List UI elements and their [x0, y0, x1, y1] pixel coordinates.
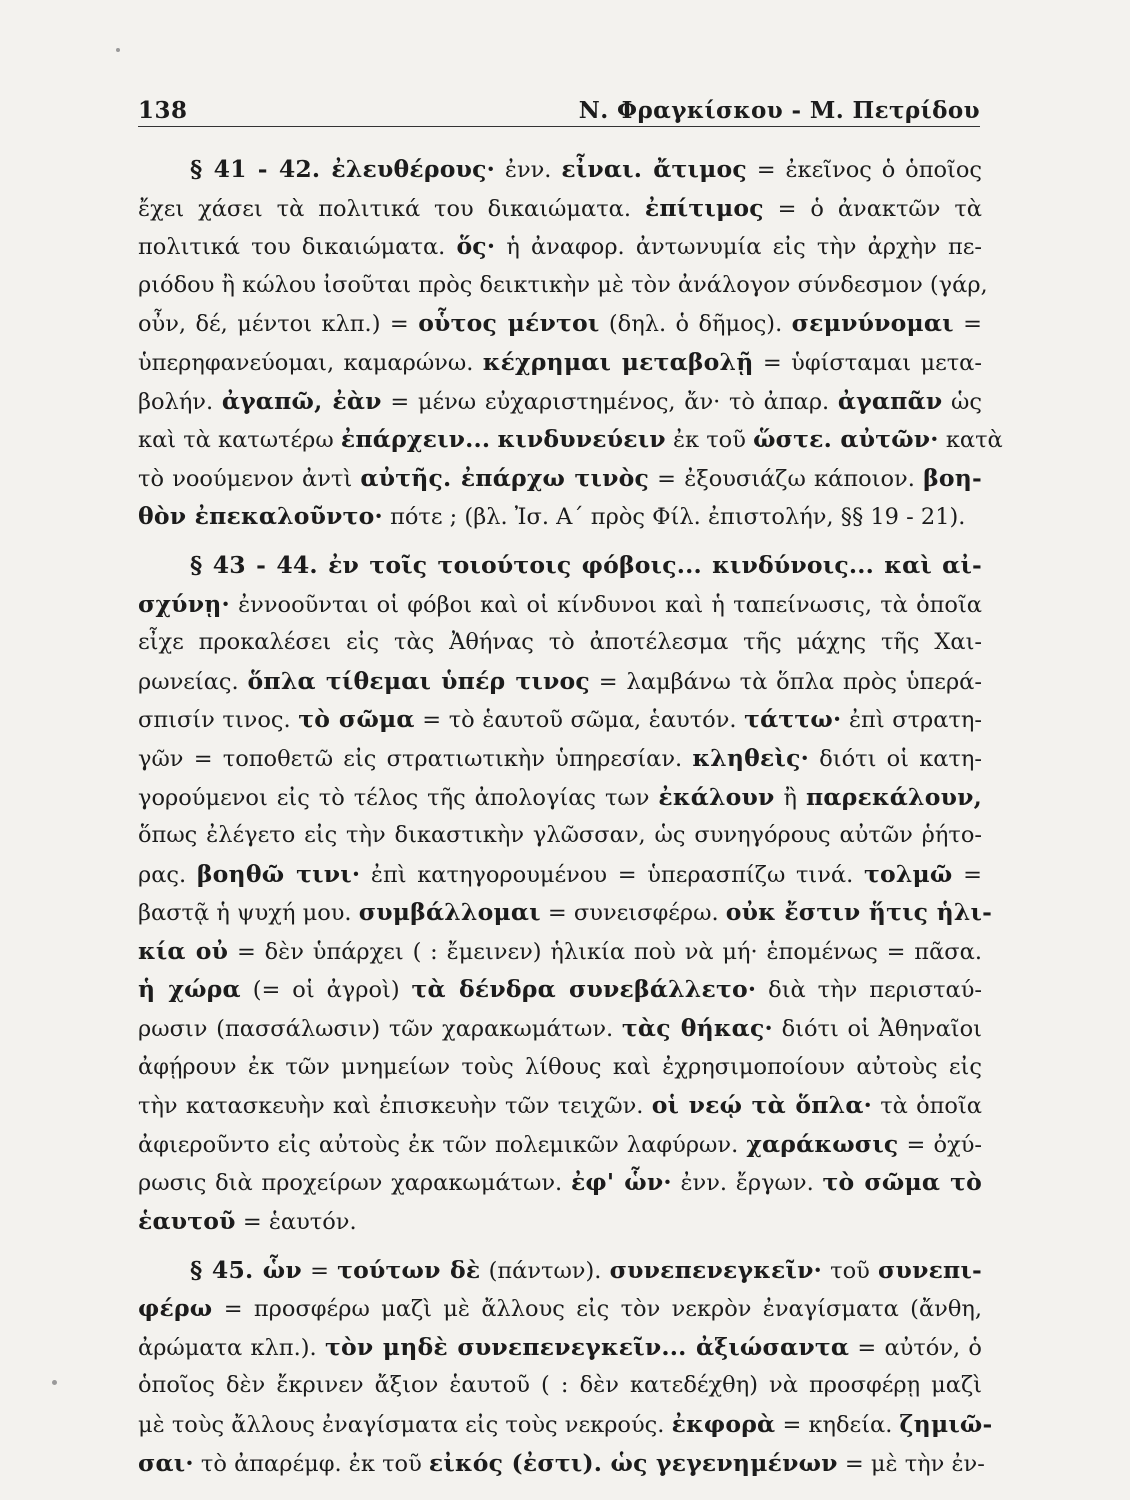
lemma: τὰ δένδρα συνεβάλλετο· — [411, 975, 757, 1004]
lemma: ἐπάρχειν... — [340, 425, 491, 454]
text-line — [138, 1009, 982, 1048]
gloss: καὶ τὰ κατωτέρω — [138, 427, 341, 454]
gloss: ὡς — [942, 388, 983, 415]
text-line — [138, 1366, 982, 1405]
gloss: τὰ ὁποῖα — [872, 1093, 982, 1120]
gloss: = αὐτόν, ὁ — [849, 1334, 982, 1361]
lemma: ὅπλα τίθεμαι ὑπέρ τινος — [247, 666, 590, 695]
gloss: ἀφιεροῦντο εἰς αὐτοὺς ἐκ τῶν πολεμικῶν λαφύρων. — [138, 1131, 747, 1158]
gloss: ἐννοοῦνται οἱ φόβοι καὶ οἱ κίνδυνοι καὶ ἡ ταπείνωσις, τὰ ὁποῖα — [229, 591, 982, 618]
lemma: σεμνύνομαι — [791, 309, 954, 338]
lemma: ἐπίτιμος — [644, 193, 764, 222]
gloss: ἐνν. — [495, 157, 562, 183]
gloss: = — [301, 1257, 338, 1284]
lemma: ἀγαπᾶν — [837, 386, 943, 415]
lemma: αὐτῆς. ἐπάρχω τινὸς — [360, 463, 649, 492]
gloss: γῶν = τοποθετῶ εἰς στρατιωτικὴν ὑπηρεσίαν. — [138, 745, 693, 772]
lemma: ὥστε. αὐτῶν· — [753, 425, 939, 454]
text-line — [138, 970, 982, 1009]
text-line — [138, 739, 982, 778]
gloss: βαστᾷ ἡ ψυχή μου. — [138, 900, 359, 927]
lemma: οὐκ ἔστιν ἥτις ἡλι- — [725, 898, 993, 927]
lemma: εἶναι. ἄτιμος — [561, 155, 747, 183]
gloss: ρωνείας. — [138, 668, 248, 695]
gloss: = συνεισφέρω. — [540, 900, 726, 927]
gloss: διὰ τὴν περισταύ- — [756, 977, 982, 1004]
gloss: ἡ ἀναφορ. ἀντωνυμία εἰς τὴν ἀρχὴν πε- — [495, 234, 982, 261]
gloss: πότε ; (βλ. Ἰσ. Α΄ πρὸς Φίλ. ἐπιστολήν, §§ 19 - 21). — [382, 504, 966, 531]
lemma: βοη- — [923, 463, 982, 492]
lemma: παρεκάλουν, — [805, 782, 982, 811]
gloss: = τὸ ἑαυτοῦ σῶμα, ἑαυτόν. — [414, 707, 745, 734]
gloss: ἐνν. ἔργων. — [671, 1170, 823, 1197]
print-speck — [116, 48, 120, 52]
running-head — [138, 92, 980, 127]
lemma: κληθεὶς· — [692, 743, 810, 772]
gloss: κατὰ — [938, 427, 1003, 454]
lemma: κία οὐ — [138, 936, 229, 965]
text-line — [138, 497, 982, 536]
gloss: (= οἱ ἀγροὶ) — [240, 977, 412, 1004]
gloss: ἐπὶ στρατη- — [841, 707, 982, 734]
gloss: μὲ τοὺς ἄλλους ἐναγίσματα εἰς τοὺς νεκρούς. — [138, 1412, 672, 1438]
lemma: συμβάλλομαι — [358, 898, 541, 927]
lemma: σαι· — [138, 1448, 194, 1477]
gloss: ἀρώματα κλπ.). — [138, 1334, 325, 1361]
text-line — [138, 1086, 982, 1125]
gloss: ρωσιν (πασσάλωσιν) τῶν χαρακωμάτων. — [138, 1016, 622, 1043]
gloss: = κηδεία. — [775, 1412, 900, 1438]
gloss: τοῦ — [821, 1257, 879, 1284]
text-line — [138, 816, 982, 855]
text-line — [138, 1163, 982, 1202]
lemma: κέχρημαι μεταβολῇ — [482, 347, 754, 376]
lemma: ἑαυτοῦ — [138, 1207, 236, 1236]
gloss: ὑπερηφανεύομαι, καμαρώνω. — [138, 349, 483, 376]
gloss: = ἑαυτόν. — [235, 1209, 357, 1236]
paragraph — [138, 150, 1003, 536]
lemma: συνεπενεγκεῖν· — [609, 1255, 822, 1284]
gloss: διότι οἱ κατη- — [809, 745, 983, 772]
gloss: γορούμενοι εἰς τὸ τέλος τῆς ἀπολογίας των — [138, 784, 659, 811]
lemma: ἐκφορὰ — [671, 1410, 776, 1438]
gloss: = — [952, 861, 983, 888]
gloss: οὖν, δέ, μέντοι κλπ.) = — [138, 311, 419, 338]
text-line — [138, 1048, 982, 1087]
gloss: τὴν κατασκευὴν καὶ ἐπισκευὴν τῶν τειχῶν. — [138, 1093, 652, 1120]
text-line — [138, 778, 982, 817]
lemma: § 41 - 42. ἐλευθέρους· — [190, 155, 496, 183]
gloss: βολήν. — [138, 388, 222, 415]
gloss: = ὁ ἀνακτῶν τὰ — [763, 195, 982, 222]
commentary-text — [138, 150, 1003, 1482]
text-line — [138, 420, 1003, 459]
gloss: διότι οἱ Ἀθηναῖοι — [772, 1016, 982, 1043]
gloss: = — [953, 311, 982, 338]
lemma: κινδυνεύειν — [497, 425, 666, 454]
text-line — [138, 662, 982, 701]
text-line — [138, 1125, 982, 1164]
lemma: ὅς· — [456, 232, 496, 261]
text-line — [138, 623, 982, 662]
gloss: ἐπὶ κατηγορουμένου = ὑπερασπίζω τινά. — [360, 861, 864, 888]
text-line — [138, 585, 982, 624]
lemma: ἀγαπῶ, ἐὰν — [221, 386, 382, 415]
gloss: πολιτικά του δικαιώματα. — [138, 234, 457, 261]
lemma: τολμῶ — [863, 859, 953, 888]
lemma: § 43 - 44. ἐν τοῖς τοιούτοις φόβοις... κινδύνοις... καὶ αἰ- — [190, 550, 982, 579]
lemma: ζημιῶ- — [899, 1410, 993, 1438]
gloss: ρας. — [138, 861, 197, 888]
gloss: = μένω εὐχαριστημένος, ἄν· τὸ ἀπαρ. — [381, 388, 838, 415]
gloss: ριόδου ἢ κώλου ἰσοῦται πρὸς δεικτικὴν μὲ τὸν ἀνάλογον σύνδεσμον (γάρ, — [138, 271, 988, 298]
gloss: = ἐξουσιάζω κάποιον. — [648, 465, 924, 492]
text-line — [138, 459, 982, 498]
gloss: ὁποῖος δὲν ἔκρινεν ἄξιον ἑαυτοῦ ( : δὲν κατεδέχθη) νὰ προσφέρῃ μαζὶ — [138, 1372, 982, 1399]
gloss: = μὲ τὴν ἐν- — [837, 1450, 985, 1477]
text-line — [138, 1444, 985, 1483]
text-line — [138, 343, 982, 382]
paragraph — [138, 1251, 993, 1483]
lemma: φέρω — [138, 1294, 213, 1323]
text-line — [138, 932, 982, 971]
lemma: συνεπι- — [878, 1255, 982, 1284]
lemma: ἡ χώρα — [138, 975, 241, 1004]
text-line — [138, 1202, 982, 1241]
gloss: = ὑφίσταμαι μετα- — [753, 349, 982, 376]
text-line — [138, 382, 982, 421]
page-number: 138 — [138, 97, 188, 124]
lemma: τάττω· — [744, 705, 842, 734]
gloss: = λαμβάνω τὰ ὅπλα πρὸς ὑπερά- — [589, 668, 982, 695]
lemma: σχύνῃ· — [138, 589, 230, 618]
text-line — [138, 227, 982, 266]
lemma: βοηθῶ τινι· — [196, 859, 361, 888]
text-line — [138, 266, 988, 305]
text-line — [138, 1251, 982, 1290]
gloss: ἔχει χάσει τὰ πολιτικά του δικαιώματα. — [138, 195, 645, 222]
text-line — [138, 855, 982, 894]
text-line — [138, 304, 982, 343]
text-line — [138, 700, 982, 739]
text-line — [138, 150, 982, 189]
gloss: εἶχε προκαλέσει εἰς τὰς Ἀθήνας τὸ ἀποτέλεσμα τῆς μάχης τῆς Χαι- — [138, 629, 982, 656]
text-line — [138, 1289, 982, 1328]
paragraph — [138, 546, 993, 1241]
lemma: εἰκός (ἐστι). ὡς γεγενημένων — [428, 1448, 838, 1477]
gloss: (δηλ. ὁ δῆμος). — [599, 311, 792, 338]
running-head-title: Ν. Φραγκίσκου - Μ. Πετρίδου — [578, 97, 980, 124]
lemma: τὸν μηδὲ συνεπενεγκεῖν... ἀξιώσαντα — [324, 1332, 850, 1361]
gloss: ἢ — [774, 784, 806, 811]
gloss: τὸ ἀπαρέμφ. ἐκ τοῦ — [193, 1450, 429, 1477]
gloss: ἀφῄρουν ἐκ τῶν μνημείων τοὺς λίθους καὶ ἐχρησιμοποίουν αὐτοὺς εἰς — [138, 1053, 982, 1080]
text-line — [138, 189, 982, 228]
gloss: = προσφέρω μαζὶ μὲ ἄλλους εἰς τὸν νεκρὸν ἐναγίσματα (ἄνθη, — [212, 1296, 982, 1323]
gloss: = δὲν ὑπάρχει ( : ἔμεινεν) ἡλικία ποὺ νὰ μή· ἑπομένως = πᾶσα. — [228, 938, 982, 965]
lemma: τὸ σῶμα — [298, 705, 415, 734]
text-line — [138, 546, 982, 585]
lemma: ἐφ' ὧν· — [570, 1168, 672, 1197]
lemma: οὗτος μέντοι — [418, 309, 600, 338]
print-speck — [52, 1380, 57, 1385]
lemma: θὸν ἐπεκαλοῦντο· — [138, 502, 383, 531]
lemma: τὰς θήκας· — [621, 1014, 773, 1043]
lemma: τὸ σῶμα τὸ — [822, 1168, 983, 1197]
lemma: ἐκάλουν — [658, 782, 775, 811]
gloss: ρωσις διὰ προχείρων χαρακωμάτων. — [138, 1170, 571, 1197]
gloss: ὅπως ἐλέγετο εἰς τὴν δικαστικὴν γλῶσσαν, ὡς συνηγόρους αὐτῶν ῥήτο- — [138, 822, 982, 849]
gloss: = ἐκεῖνος ὁ ὁποῖος — [746, 157, 983, 183]
text-line — [138, 893, 993, 932]
lemma: τούτων δὲ — [337, 1255, 481, 1284]
lemma: § 45. ὧν — [190, 1255, 302, 1284]
text-line — [138, 1405, 993, 1444]
lemma: χαράκωσις — [746, 1129, 899, 1158]
gloss: ἐκ τοῦ — [665, 427, 754, 454]
gloss: σπισίν τινος. — [138, 707, 299, 734]
lemma: οἱ νεῴ τὰ ὅπλα· — [651, 1091, 872, 1120]
gloss: = ὀχύ- — [898, 1131, 982, 1158]
gloss: (πάντων). — [480, 1257, 610, 1284]
gloss: τὸ νοούμενον ἀντὶ — [138, 465, 361, 492]
text-line — [138, 1328, 982, 1367]
